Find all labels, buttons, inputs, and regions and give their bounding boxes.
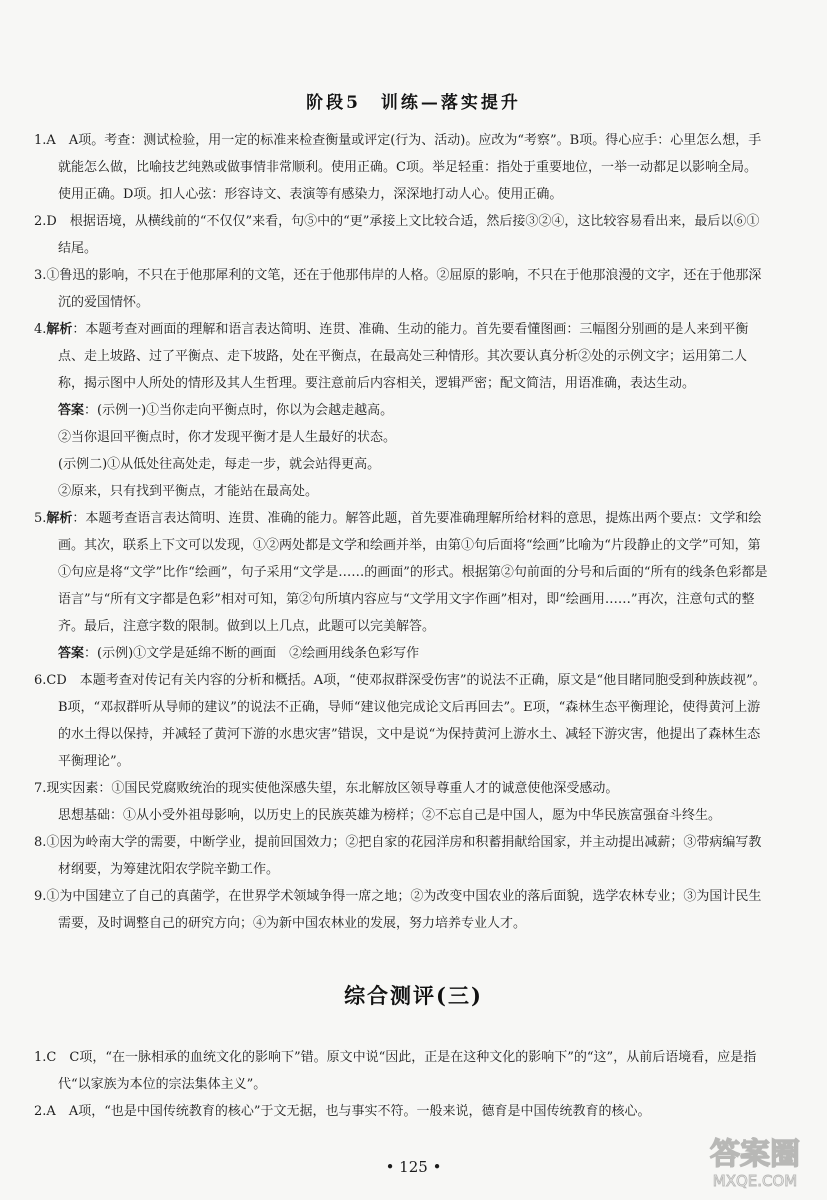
answer-label: 答案 xyxy=(58,403,85,418)
question-item xyxy=(34,262,768,316)
watermark-logo xyxy=(697,1126,813,1192)
answer-line xyxy=(34,397,768,424)
question-item xyxy=(34,883,768,937)
question-item xyxy=(34,127,768,208)
item-number: 1.C xyxy=(34,1050,57,1065)
answer-line: ②原来，只有找到平衡点，才能站在最高处。 xyxy=(58,484,319,499)
item-text: ①鲁迅的影响，不只在于他那犀利的文笔，还在于他那伟岸的人格。②屈原的影响，不只在于他那浪漫的文字，还在于他那深沉的爱国情怀。 xyxy=(46,268,762,310)
analysis-label: 解析 xyxy=(46,322,73,337)
item-text: ：本题考查对画面的理解和语言表达简明、连贯、准确、生动的能力。首先要看懂图画：三幅图分别画的是人来到平衡点、走上坡路、过了平衡点、走下坡路，处在平衡点，在最高处三种情形。其次要认真分析②处的示例文字；运用第二人称，揭示图中人所处的情形及其人生哲理。要注意前后内容相关，逻辑严密；配文简洁，用语准确，表达生动。 xyxy=(58,322,749,391)
question-item xyxy=(34,829,768,883)
item-text: A项，“也是中国传统教育的核心”于文无据，也与事实不符。一般来说，德育是中国传统教育的核心。 xyxy=(68,1104,651,1119)
question-item xyxy=(34,208,768,262)
answer-text: ：(示例)①文学是延绵不断的画面 ②绘画用线条色彩写作 xyxy=(84,646,420,661)
item-number: 9. xyxy=(34,889,47,904)
watermark-subtext: MXQE.COM xyxy=(712,1172,798,1190)
question-item xyxy=(34,667,768,775)
section-1-body xyxy=(34,127,768,937)
item-number: 4. xyxy=(34,322,47,337)
question-item xyxy=(34,505,768,640)
section-title: 综合测评(三) xyxy=(344,983,483,1008)
item-text: ①因为岭南大学的需要，中断学业，提前回国效力；②把自家的花园洋房和积蓄捐献给国家，并主动提出减薪；③带病编写教材纲要，为筹建沈阳农学院辛勤工作。 xyxy=(46,835,762,877)
answer-line: (示例二)①从低处往高处走，每走一步，就会站得更高。 xyxy=(58,457,381,472)
question-item xyxy=(34,775,768,802)
question-item xyxy=(34,316,768,397)
item-number: 3. xyxy=(34,268,47,283)
item-text: C项，“在一脉相承的血统文化的影响下”错。原文中说“因此，正是在这种文化的影响下”的“这”，从前后语境看，应是指代“以家族为本位的宗法集体主义”。 xyxy=(58,1050,757,1092)
item-number: 1.A xyxy=(34,133,56,148)
item-text: ①为中国建立了自己的真菌学，在世界学术领域争得一席之地；②为改变中国农业的落后面貌，选学农林专业；③为国计民生需要，及时调整自己的研究方向；④为新中国农林业的发展，努力培养专业人才。 xyxy=(46,889,762,931)
question-item xyxy=(34,1098,768,1125)
item-text: ：本题考查语言表达简明、连贯、准确的能力。解答此题，首先要准确理解所给材料的意思，提炼出两个要点：文学和绘画。其次，联系上下文可以发现，①②两处都是文学和绘画并举，由第①句后面将“绘画”比喻为“片段静止的文学”可知，第①句应是将“文学”比作“绘画”，句子采用“文学是……的画面”的形式。根据第②句前面的分号和后面的“所有的线条色彩都是语言”与“所有文字都是色彩”相对可知，第②句所填内容应与“文学用文字作画”相对，即“绘画用……”再次，注意句式的整齐。最后，注意字数的限制。做到以上几点，此题可以完美解答。 xyxy=(58,511,768,634)
watermark-text: 答案圈 xyxy=(710,1137,800,1172)
item-number: 6.CD xyxy=(34,673,67,688)
item-number: 8. xyxy=(34,835,47,850)
answer-label: 答案 xyxy=(58,646,85,661)
page-number: • 125 • xyxy=(385,1158,442,1176)
sub-answer: 思想基础：①从小受外祖母影响，以历史上的民族英雄为榜样；②不忘自己是中国人，愿为中华民族富强奋斗终生。 xyxy=(58,808,722,823)
section-2-body xyxy=(34,1044,768,1125)
item-number: 7. xyxy=(34,781,47,796)
item-text: 现实因素：①国民党腐败统治的现实使他深感失望，东北解放区领导尊重人才的诚意使他深受感动。 xyxy=(46,781,619,796)
answer-line: ②当你退回平衡点时，你才发现平衡才是人生最好的状态。 xyxy=(58,430,397,445)
item-text: 根据语境，从横线前的“不仅仅”来看，句⑤中的“更”承接上文比较合适，然后接③②④，这比较容易看出来，最后以⑥①结尾。 xyxy=(58,214,760,256)
item-text: A项。考查：测试检验，用一定的标准来检查衡量或评定(行为、活动)。应改为“考察”。B项。得心应手：心里怎么想，手就能怎么做，比喻技艺纯熟或做事情非常顺利。使用正确。C项。举足轻重：指处于重要地位，一举一动都足以影响全局。使用正确。D项。扣人心弦：形容诗文、表演等有感染力，深深地打动人心。使用正确。 xyxy=(58,133,762,202)
item-number: 5. xyxy=(34,511,47,526)
answer-line xyxy=(34,640,768,667)
question-item xyxy=(34,1044,768,1098)
section-title: 阶段5 训练—落实提升 xyxy=(306,93,521,113)
item-text: 本题考查对传记有关内容的分析和概括。A项，“使邓叔群深受伤害”的说法不正确，原文是“他目睹同胞受到种族歧视”。B项，“邓叔群听从导师的建议”的说法不正确，导师“建议他完成论文后再回去”。E项，“森林生态平衡理论，使得黄河上游的水土得以保持，并减轻了黄河下游的水患灾害”错误，文中是说“为保持黄河上游水土、减轻下游灾害，他提出了森林生态平衡理论”。 xyxy=(58,673,766,769)
item-number: 2.D xyxy=(34,214,57,229)
analysis-label: 解析 xyxy=(46,511,73,526)
item-number: 2.A xyxy=(34,1104,56,1119)
answer-text: ：(示例一)①当你走向平衡点时，你以为会越走越高。 xyxy=(84,403,394,418)
